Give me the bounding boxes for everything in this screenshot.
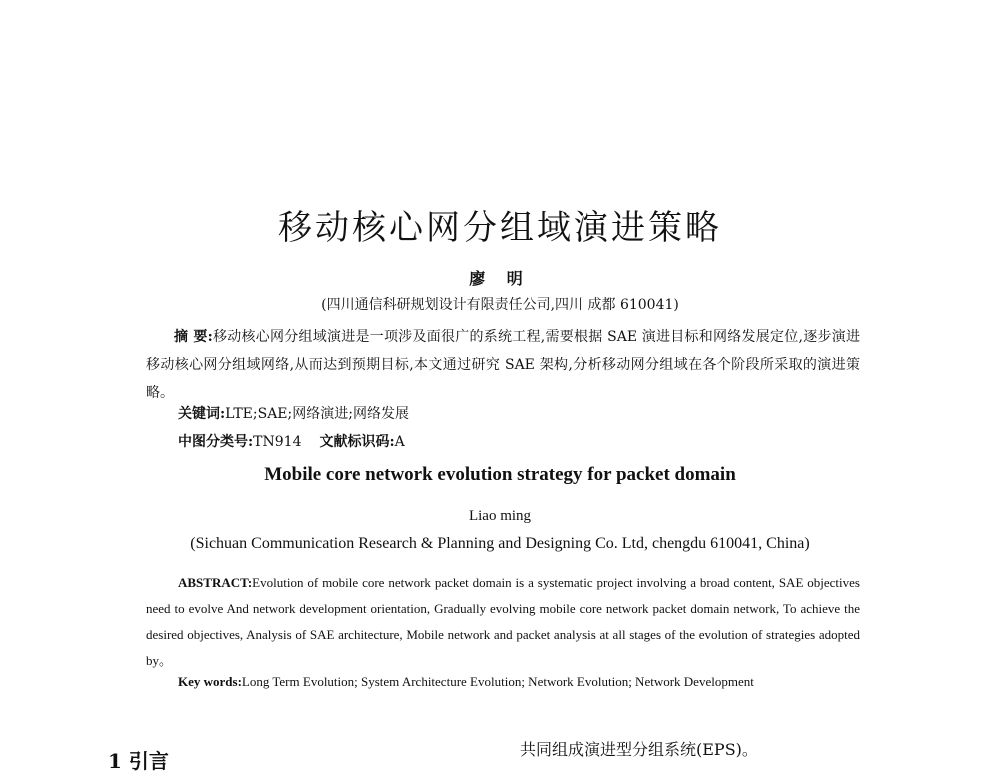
- affiliation-en: (Sichuan Communication Research & Planning and Designing Co. Ltd, chengdu 610041, China): [190, 535, 810, 552]
- keywords-en: [178, 674, 754, 690]
- clc-value: TN914: [253, 434, 302, 450]
- keywords-cn-text: LTE;SAE;网络演进;网络发展: [225, 406, 409, 422]
- keywords-en-text: Long Term Evolution; System Architecture Evolution; Network Evolution; Network Development: [241, 674, 754, 689]
- keywords-cn-label: 关键词:: [178, 406, 226, 422]
- keywords-en-label: Key words:: [178, 674, 242, 689]
- paper-title-cn: 移动核心网分组域演进策略: [278, 208, 722, 248]
- abstract-cn-label: 摘 要:: [174, 329, 213, 345]
- abstract-en: [146, 570, 860, 674]
- clc-label: 中图分类号:: [178, 434, 254, 450]
- abstract-cn: [146, 323, 860, 407]
- author-name-cn: 廖 明: [469, 269, 531, 288]
- section-heading-introduction: 1 引言: [108, 749, 169, 773]
- abstract-cn-text: 移动核心网分组域演进是一项涉及面很广的系统工程,需要根据 SAE 演进目标和网络发展定位,逐步演进移动核心网分组域网络,从而达到预期目标,本文通过研究 SAE 架构,分析移动网分组域在各个阶段所采取的演进策略。: [146, 329, 860, 401]
- body-text-right-column: 共同组成演进型分组系统(EPS)。: [520, 740, 758, 759]
- keywords-cn: [178, 403, 409, 423]
- abstract-en-label: ABSTRACT:: [178, 575, 253, 590]
- paper-title-en: Mobile core network evolution strategy for packet domain: [264, 464, 736, 485]
- doc-code-value: A: [394, 434, 405, 450]
- author-name-en: Liao ming: [468, 508, 532, 524]
- doc-code-label: 文献标识码:: [319, 434, 395, 450]
- affiliation-cn: (四川通信科研规划设计有限责任公司,四川 成都 610041): [321, 297, 679, 313]
- classification-cn: [178, 431, 405, 451]
- abstract-en-text: Evolution of mobile core network packet domain is a systematic project involving a broad content, SAE objectives need to evolve And network development orientation, Gradually evolving mobile core network packet domain network, To achieve the desired objectives, Analysis of SAE architecture, Mobile network and packet analysis at all stages of the evolution of strategies adopted by。: [146, 575, 860, 668]
